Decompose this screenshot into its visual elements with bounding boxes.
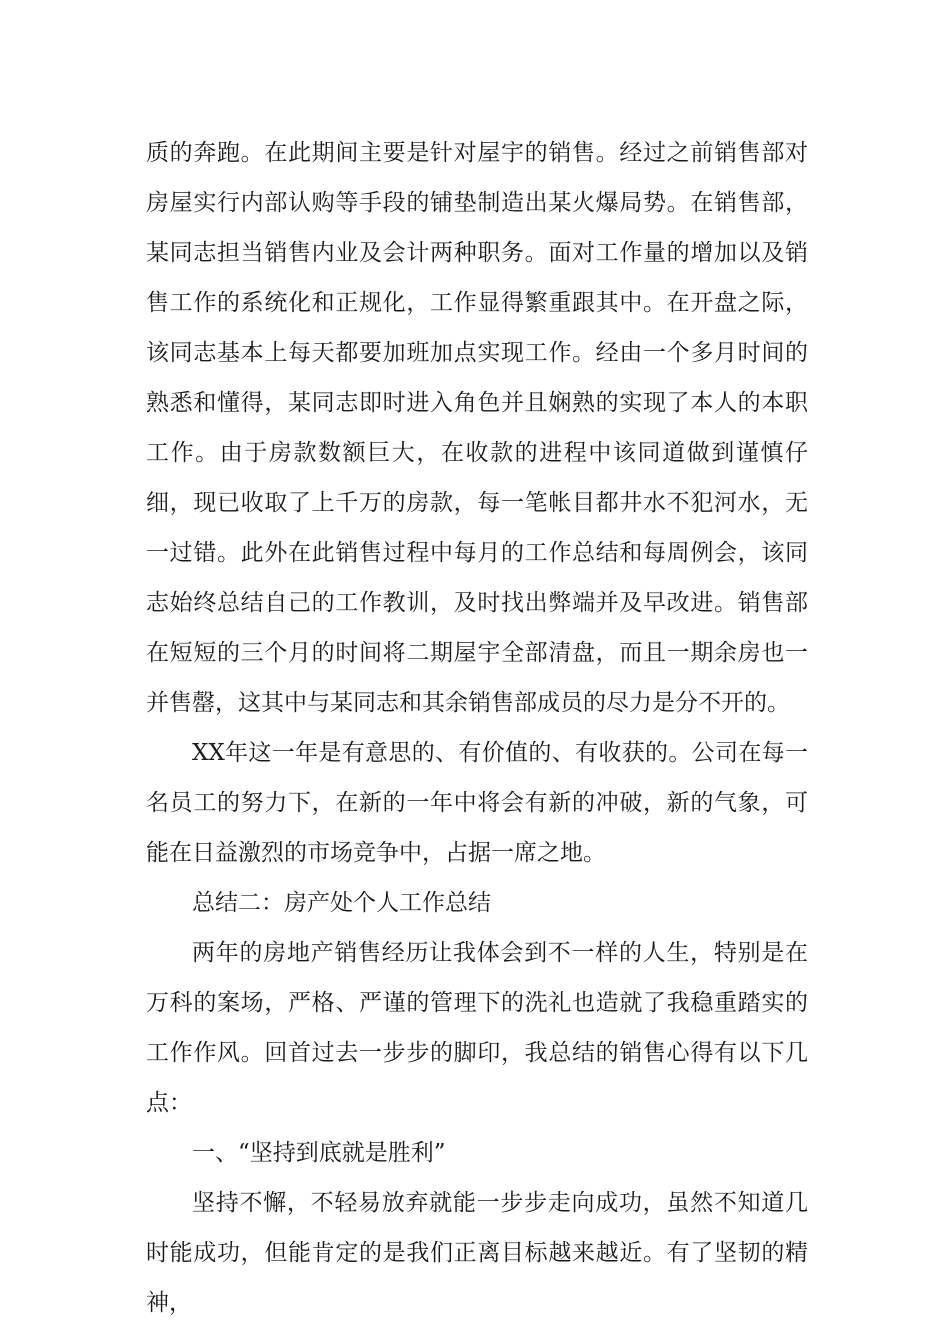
paragraph-sales-experience: 两年的房地产销售经历让我体会到不一样的人生，特别是在万科的案场，严格、严谨的管理下的洗礼也造就了我稳重踏实的工作作风。回首过去一步步的脚印，我总结的销售心得有以下几点： (146, 940, 808, 1116)
document-body (146, 128, 808, 1328)
paragraph-sales-work: 质的奔跑。在此期间主要是针对屋宇的销售。经过之前销售部对房屋实行内部认购等手段的铺垫制造出某火爆局势。在销售部，某同志担当销售内业及会计两种职务。面对工作量的增加以及销售工作的系统化和正规化，工作显得繁重跟其中。在开盘之际，该同志基本上每天都要加班加点实现工作。经由一个多月时间的熟悉和懂得，某同志即时进入角色并且娴熟的实现了本人的本职工作。由于房款数额巨大，在收款的进程中该同道做到谨慎仔细，现已收取了上千万的房款，每一笔帐目都井水不犯河水，无一过错。此外在此销售过程中每月的工作总结和每周例会，该同志始终总结自己的工作教训，及时找出弊端并及早改进。销售部在短短的三个月的时间将二期屋宇全部清盘，而且一期余房也一并售罄，这其中与某同志和其余销售部成员的尽力是分不开的。 (146, 140, 808, 716)
paragraph-perseverance: 坚持不懈，不轻易放弃就能一步步走向成功，虽然不知道几时能成功，但能肯定的是我们正离目标越来越近。有了坚韧的精神， (146, 1190, 808, 1316)
paragraph-year-summary: XX年这一年是有意思的、有价值的、有收获的。公司在每一名员工的努力下，在新的一年中将会有新的冲破，新的气象，可能在日益激烈的市场竞争中，占据一席之地。 (146, 740, 808, 866)
section-heading-summary-two: 总结二：房产处个人工作总结 (192, 890, 491, 916)
subheading-point-one: 一、“坚持到底就是胜利” (192, 1140, 446, 1166)
